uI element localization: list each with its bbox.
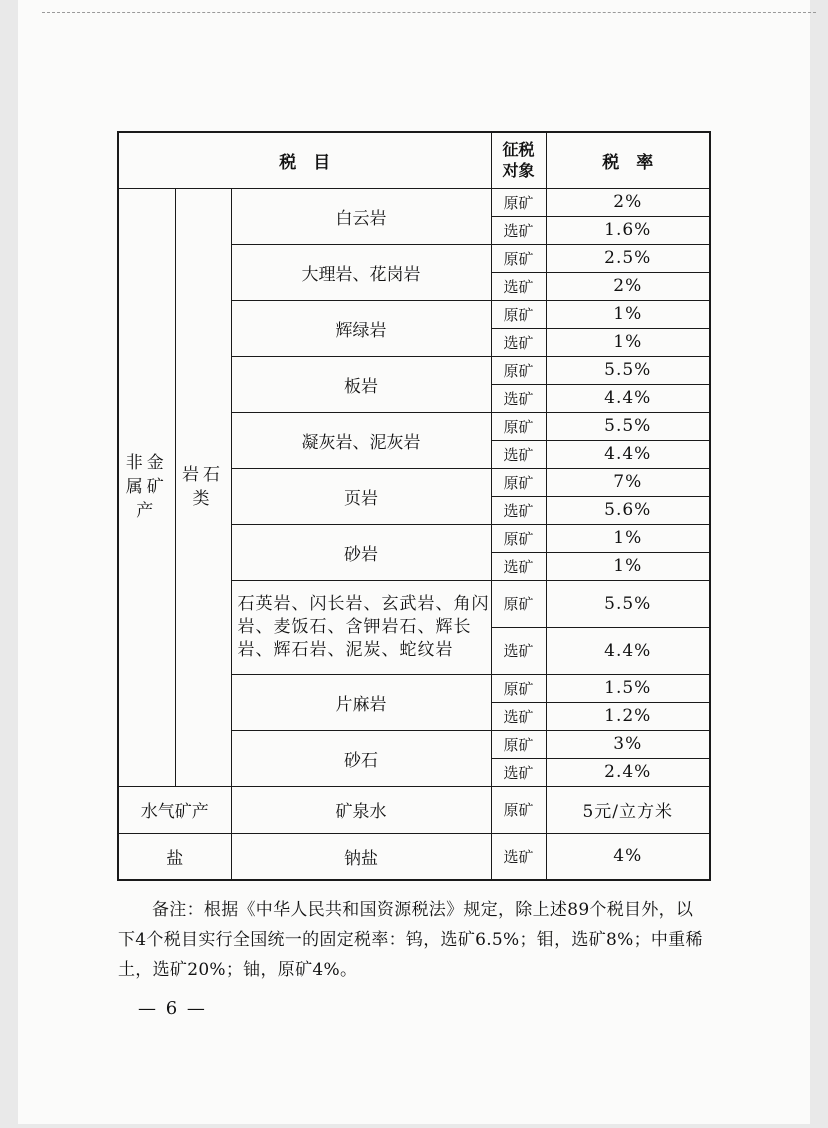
object-dressed: 选矿	[491, 272, 546, 300]
rate-dressed: 4.4%	[546, 440, 710, 468]
rate-dressed: 5.6%	[546, 496, 710, 524]
object-raw: 原矿	[491, 580, 546, 627]
category-water-gas: 水气矿产	[118, 786, 231, 833]
rate-raw: 5.5%	[546, 356, 710, 384]
table-row	[118, 833, 710, 880]
rate-raw: 1%	[546, 300, 710, 328]
object-raw: 原矿	[491, 300, 546, 328]
rate-dressed: 4.4%	[546, 627, 710, 674]
object-dressed: 选矿	[491, 627, 546, 674]
object-raw: 原矿	[491, 412, 546, 440]
category-nonmetal: 非金 属矿 产	[118, 188, 175, 786]
object-dressed: 选矿	[491, 496, 546, 524]
rate-dressed: 4.4%	[546, 384, 710, 412]
item-name: 板岩	[231, 356, 491, 412]
rate-raw: 1%	[546, 524, 710, 552]
top-divider	[42, 12, 816, 13]
item-name: 砂石	[231, 730, 491, 786]
object-dressed: 选矿	[491, 833, 546, 880]
rate-raw: 1.5%	[546, 674, 710, 702]
item-name: 钠盐	[231, 833, 491, 880]
rate-dressed: 4%	[546, 833, 710, 880]
rate-raw: 2%	[546, 188, 710, 216]
object-dressed: 选矿	[491, 216, 546, 244]
item-name: 大理岩、花岗岩	[231, 244, 491, 300]
object-raw: 原矿	[491, 188, 546, 216]
rate-raw: 7%	[546, 468, 710, 496]
rate-raw: 5.5%	[546, 580, 710, 627]
item-name: 砂岩	[231, 524, 491, 580]
header-rate: 税 率	[546, 132, 710, 188]
object-dressed: 选矿	[491, 384, 546, 412]
item-name: 凝灰岩、泥灰岩	[231, 412, 491, 468]
object-raw: 原矿	[491, 730, 546, 758]
rate-dressed: 1.6%	[546, 216, 710, 244]
object-raw: 原矿	[491, 356, 546, 384]
rate-raw: 2.5%	[546, 244, 710, 272]
object-dressed: 选矿	[491, 552, 546, 580]
object-raw: 原矿	[491, 674, 546, 702]
tax-rate-table	[117, 131, 711, 881]
item-name: 页岩	[231, 468, 491, 524]
rate-dressed: 1.2%	[546, 702, 710, 730]
item-name: 石英岩、闪长岩、玄武岩、角闪岩、麦饭石、含钾岩石、辉长岩、辉石岩、泥炭、蛇纹岩	[231, 580, 491, 674]
item-name: 矿泉水	[231, 786, 491, 833]
rate-dressed: 1%	[546, 328, 710, 356]
header-object: 征税 对象	[491, 132, 546, 188]
item-name: 白云岩	[231, 188, 491, 244]
table-header-row	[118, 132, 710, 188]
category-salt: 盐	[118, 833, 231, 880]
object-dressed: 选矿	[491, 702, 546, 730]
object-raw: 原矿	[491, 244, 546, 272]
object-dressed: 选矿	[491, 328, 546, 356]
header-item: 税 目	[118, 132, 491, 188]
rate-raw: 5.5%	[546, 412, 710, 440]
rate-dressed: 1%	[546, 552, 710, 580]
object-dressed: 选矿	[491, 440, 546, 468]
object-raw: 原矿	[491, 468, 546, 496]
page-number: — 6 —	[138, 998, 207, 1019]
rate-dressed: 2.4%	[546, 758, 710, 786]
subcategory-rock: 岩石 类	[175, 188, 231, 786]
table-row	[118, 786, 710, 833]
rate-raw: 3%	[546, 730, 710, 758]
object-raw: 原矿	[491, 524, 546, 552]
rate-raw: 5元/立方米	[546, 786, 710, 833]
rate-dressed: 2%	[546, 272, 710, 300]
object-dressed: 选矿	[491, 758, 546, 786]
footnote: 备注：根据《中华人民共和国资源税法》规定，除上述89个税目外，以下4个税目实行全国统一的固定税率：钨，选矿6.5%；钼，选矿8%；中重稀土，选矿20%；铀，原矿4%。	[118, 900, 703, 980]
object-raw: 原矿	[491, 786, 546, 833]
table-row	[118, 188, 710, 216]
item-name: 辉绿岩	[231, 300, 491, 356]
item-name: 片麻岩	[231, 674, 491, 730]
